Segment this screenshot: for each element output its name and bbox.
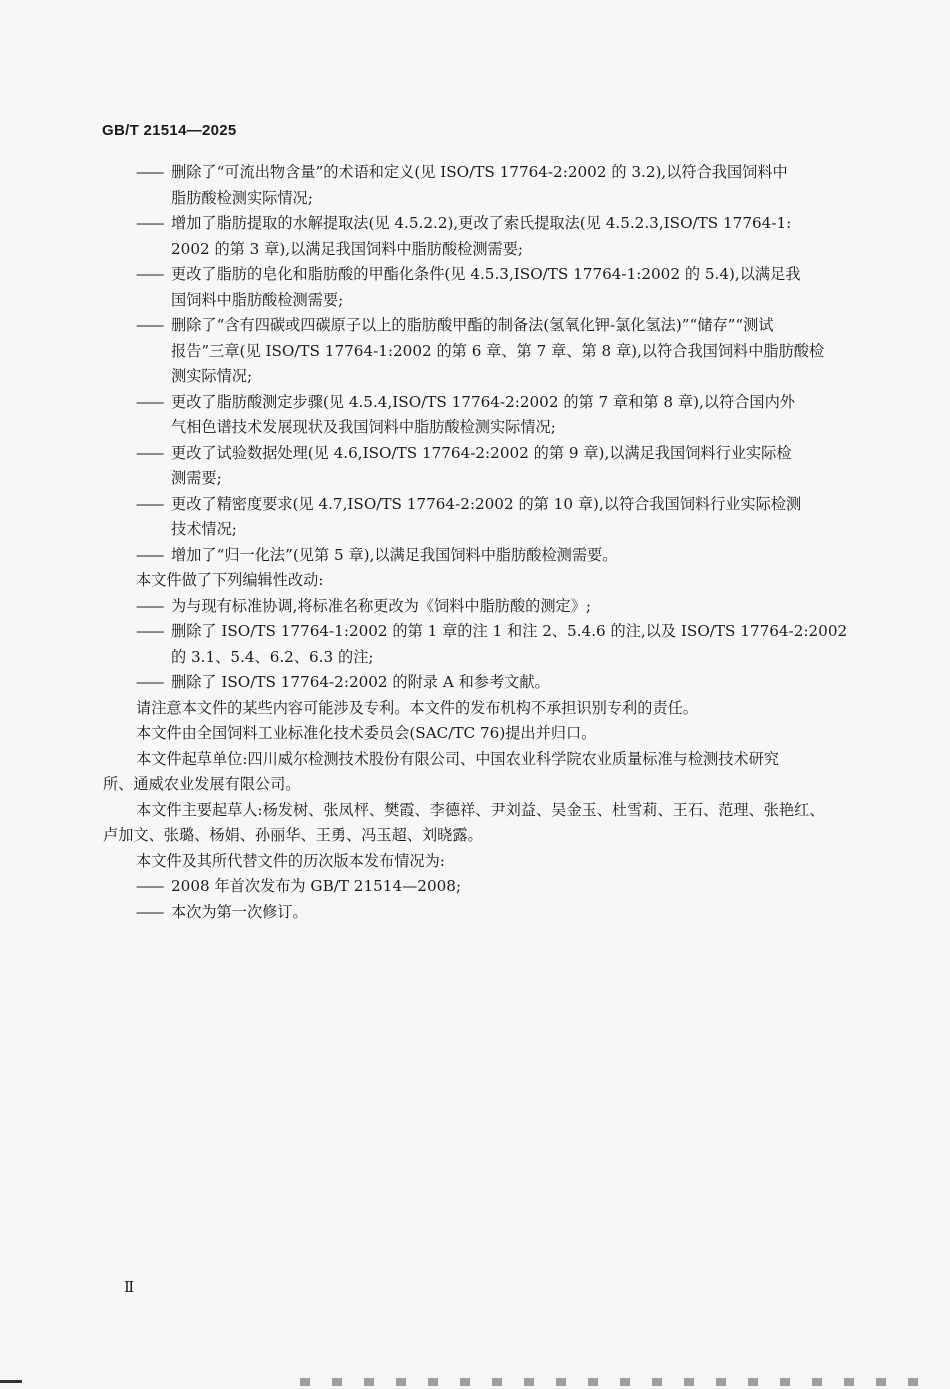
drafters-line: 本文件主要起草人:杨发树、张凤枰、樊霞、李德祥、尹刘益、吴金玉、杜雪莉、王石、范理、张艳红、 bbox=[136, 800, 825, 819]
scan-edge-marks bbox=[300, 1378, 940, 1386]
dash-marker: —— bbox=[136, 443, 163, 462]
list-item bbox=[136, 670, 848, 696]
item-line: 国饲料中脂肪酸检测需要; bbox=[171, 290, 344, 309]
dash-marker: —— bbox=[136, 596, 163, 615]
item-line: 删除了“可流出物含量”的术语和定义(见 ISO/TS 17764-2:2002 的 3.2),以符合我国饲料中 bbox=[171, 163, 788, 181]
dash-marker: —— bbox=[136, 214, 163, 232]
patent-notice: 请注意本文件的某些内容可能涉及专利。本文件的发布机构不承担识别专利的责任。 bbox=[136, 698, 698, 717]
dash-marker: —— bbox=[136, 622, 163, 640]
item-line: 技术情况; bbox=[171, 520, 237, 538]
standard-code: GB/T 21514—2025 bbox=[102, 122, 237, 139]
dash-marker: —— bbox=[136, 494, 163, 513]
item-line: 删除了 ISO/TS 17764-1:2002 的第 1 章的注 1 和注 2、5.4.6 的注,以及 ISO/TS 17764-2:2002 bbox=[171, 622, 848, 640]
dash-marker: —— bbox=[136, 392, 163, 411]
list-item bbox=[136, 390, 848, 441]
history-list bbox=[136, 874, 848, 925]
item-line: 更改了脂肪的皂化和脂肪酸的甲酯化条件(见 4.5.3,ISO/TS 17764-1:2002 的 5.4),以满足我 bbox=[171, 265, 801, 283]
list-item bbox=[136, 313, 848, 390]
item-line: 删除了“含有四碳或四碳原子以上的脂肪酸甲酯的制备法(氢氧化钾-氯化氢法)”“储存”“测试 bbox=[171, 316, 774, 334]
drafters-line: 卢加文、张璐、杨娟、孙丽华、王勇、冯玉超、刘晓露。 bbox=[103, 826, 483, 844]
editorial-intro: 本文件做了下列编辑性改动: bbox=[136, 571, 324, 589]
item-line: 增加了“归一化法”(见第 5 章),以满足我国饲料中脂肪酸检测需要。 bbox=[171, 545, 618, 564]
dash-marker: —— bbox=[136, 163, 163, 181]
item-line: 2008 年首次发布为 GB/T 21514—2008; bbox=[171, 877, 462, 895]
scan-corner-mark bbox=[0, 1380, 22, 1383]
item-line: 测需要; bbox=[171, 469, 222, 487]
dash-marker: —— bbox=[136, 265, 163, 283]
item-line: 为与现有标准协调,将标准名称更改为《饲料中脂肪酸的测定》; bbox=[171, 596, 592, 615]
item-line: 气相色谱技术发展现状及我国饲料中脂肪酸检测实际情况; bbox=[171, 418, 556, 436]
item-line: 的 3.1、5.4、6.2、6.3 的注; bbox=[171, 647, 374, 666]
list-item bbox=[136, 874, 848, 900]
list-item bbox=[136, 160, 848, 211]
item-line: 更改了试验数据处理(见 4.6,ISO/TS 17764-2:2002 的第 9 章),以满足我国饲料行业实际检 bbox=[171, 443, 792, 462]
list-item bbox=[136, 441, 848, 492]
technical-changes-list bbox=[136, 160, 848, 568]
item-line: 更改了脂肪酸测定步骤(见 4.5.4,ISO/TS 17764-2:2002 的第 7 章和第 8 章),以符合国内外 bbox=[171, 392, 795, 411]
proposed-by: 本文件由全国饲料工业标准化技术委员会(SAC/TC 76)提出并归口。 bbox=[136, 724, 597, 742]
dash-marker: —— bbox=[136, 902, 163, 921]
dash-marker: —— bbox=[136, 545, 163, 564]
item-line: 2002 的第 3 章),以满足我国饲料中脂肪酸检测需要; bbox=[171, 239, 524, 258]
item-line: 更改了精密度要求(见 4.7,ISO/TS 17764-2:2002 的第 10 章),以符合我国饲料行业实际检测 bbox=[171, 494, 802, 513]
dash-marker: —— bbox=[136, 673, 163, 691]
item-line: 测实际情况; bbox=[171, 367, 253, 385]
drafting-units-line: 本文件起草单位:四川威尔检测技术股份有限公司、中国农业科学院农业质量标准与检测技术研究 bbox=[136, 749, 779, 768]
history-intro: 本文件及其所代替文件的历次版本发布情况为: bbox=[136, 851, 445, 870]
item-line: 脂肪酸检测实际情况; bbox=[171, 188, 313, 207]
page-number: Ⅱ bbox=[124, 1278, 135, 1296]
list-item bbox=[136, 619, 848, 670]
drafters bbox=[103, 798, 848, 849]
item-line: 增加了脂肪提取的水解提取法(见 4.5.2.2),更改了索氏提取法(见 4.5.2.3,ISO/TS 17764-1: bbox=[171, 214, 792, 232]
drafting-units bbox=[103, 747, 848, 798]
drafting-units-line: 所、通威农业发展有限公司。 bbox=[103, 775, 301, 793]
item-line: 报告”三章(见 ISO/TS 17764-1:2002 的第 6 章、第 7 章、第 8 章),以符合我国饲料中脂肪酸检 bbox=[171, 341, 825, 360]
list-item bbox=[136, 543, 848, 569]
list-item bbox=[136, 900, 848, 926]
list-item bbox=[136, 594, 848, 620]
list-item bbox=[136, 492, 848, 543]
dash-marker: —— bbox=[136, 877, 163, 895]
list-item bbox=[136, 262, 848, 313]
foreword-content bbox=[103, 160, 848, 925]
item-line: 删除了 ISO/TS 17764-2:2002 的附录 A 和参考文献。 bbox=[171, 673, 550, 691]
dash-marker: —— bbox=[136, 316, 163, 334]
item-line: 本次为第一次修订。 bbox=[171, 902, 308, 921]
editorial-changes-list bbox=[136, 594, 848, 696]
list-item bbox=[136, 211, 848, 262]
